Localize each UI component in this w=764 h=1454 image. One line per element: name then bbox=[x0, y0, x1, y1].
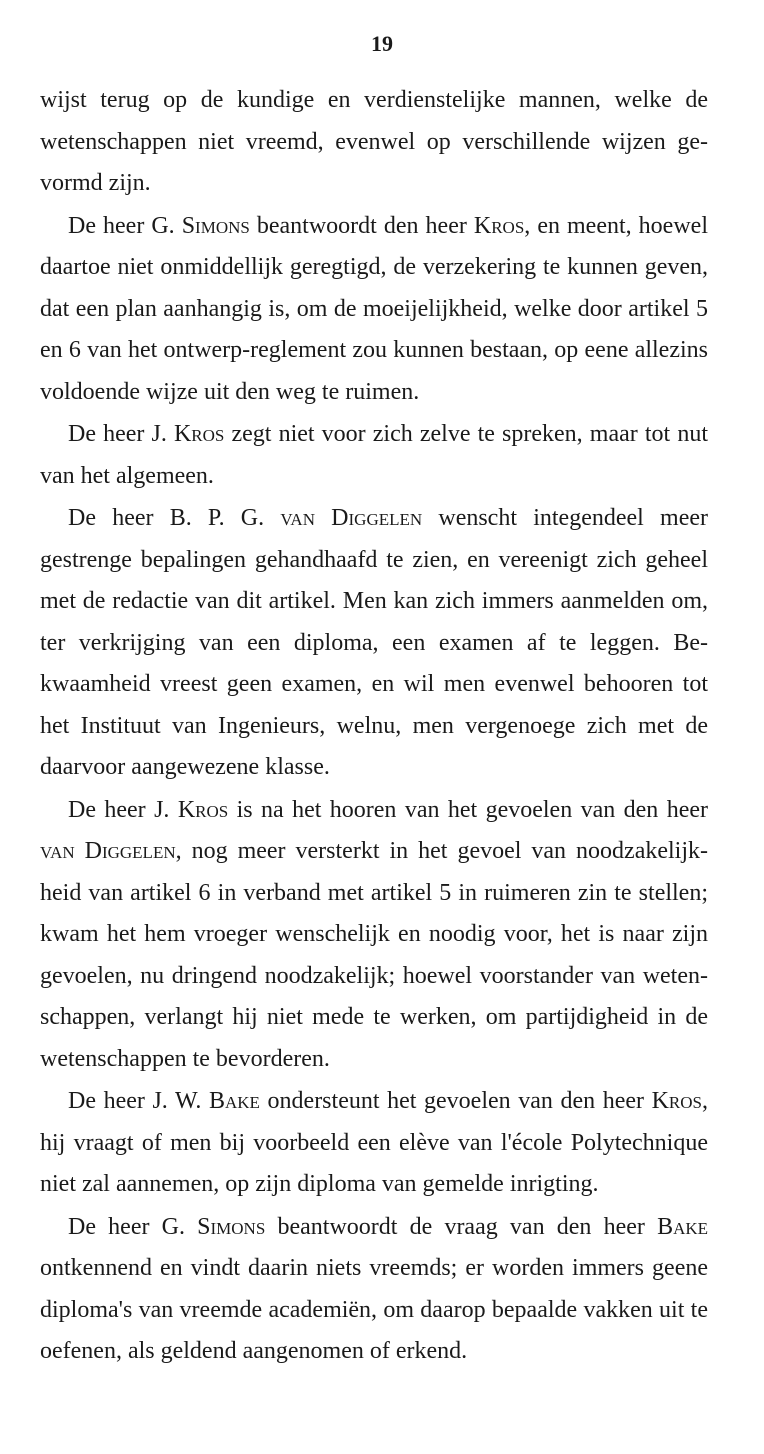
paragraph-text: , hij vraagt of men bij voorbeeld een elève van l'école Polytechnique niet zal aannemen, op zijn diploma van gemelde inrigting. bbox=[40, 1088, 708, 1197]
speaker-name: van Diggelen bbox=[40, 838, 176, 864]
speaker-name: Kros bbox=[177, 796, 229, 823]
speaker-name: van Diggelen bbox=[280, 505, 423, 531]
speaker-name: Kros bbox=[473, 212, 525, 239]
paragraph-text: , nog meer versterkt in het gevoel van noodzakelijk-heid van artikel 6 in verband met artikel 5 in ruimeren zin te stellen; kwam het hem vroeger wenschelijk en noodig voor, het is naar zijn gevoelen, nu dringend noodzakelijk; hoewel voorstander van weten-schappen, verlangt hij niet mede te werken, om partijdigheid in de wetenschappen te bevorderen. bbox=[40, 838, 708, 1072]
paragraph-text: ontkennend en vindt daarin niets vreemds; er worden immers geene diploma's van vreemde academiën, om daarop bepaalde vakken uit te oefenen, als geldend aangenomen of erkend. bbox=[40, 1255, 708, 1364]
paragraph-text: beantwoordt de vraag van den heer bbox=[265, 1213, 658, 1240]
paragraph-text: wijst terug op de kundige en verdienstelijke mannen, welke de wetenschappen niet vreemd, evenwel op verschillende wijzen ge-vormd zijn. bbox=[40, 87, 708, 196]
paragraph-text: is na het hooren van het gevoelen van den heer bbox=[228, 796, 708, 823]
paragraph bbox=[40, 498, 708, 789]
paragraph bbox=[40, 414, 708, 497]
paragraph-text: ondersteunt het gevoelen van den heer bbox=[259, 1088, 652, 1114]
paragraph-text: De heer J. W. bbox=[68, 1088, 209, 1114]
paragraph-text: wenscht integendeel meer gestrenge bepalingen gehandhaafd te zien, en vereenigt zich geheel met de redactie van dit artikel. Men kan zich immers aanmelden om, ter verkrijging van een diploma, een examen af te leggen. Be-kwaamheid vreest geen examen, en wil men evenwel behooren tot het Instituut van Ingenieurs, welnu, men vergenoege zich met de daarvoor aangewezene klasse. bbox=[40, 505, 708, 780]
speaker-name: Kros bbox=[651, 1088, 702, 1114]
paragraph-text: De heer B. P. G. bbox=[68, 505, 281, 531]
paragraph bbox=[40, 1081, 708, 1206]
page-number: 19 bbox=[371, 31, 393, 56]
paragraph-text: , en meent, hoewel daartoe niet onmiddellijk geregtigd, de verzekering te kunnen geven, dat een plan aanhangig is, om de moeijelijkheid, welke door artikel 5 en 6 van het ontwerp-reglement zou kunnen bestaan, op eene allezins voldoende wijze uit den weg te ruimen. bbox=[40, 212, 708, 405]
paragraph-text: De heer J. bbox=[68, 421, 174, 447]
paragraph bbox=[40, 1207, 708, 1373]
paragraph-text: De heer G. bbox=[68, 1213, 198, 1240]
paragraph bbox=[40, 206, 708, 414]
paragraph bbox=[40, 80, 708, 205]
speaker-name: Simons bbox=[181, 212, 250, 239]
paragraph-text: De heer J. bbox=[68, 796, 178, 823]
speaker-name: Kros bbox=[173, 421, 225, 447]
speaker-name: Bake bbox=[209, 1088, 260, 1114]
speaker-name: Bake bbox=[657, 1213, 709, 1240]
body-text bbox=[40, 80, 708, 1374]
paragraph-text: De heer G. bbox=[68, 212, 182, 239]
speaker-name: Simons bbox=[197, 1213, 266, 1240]
paragraph-text: beantwoordt den heer bbox=[249, 212, 474, 239]
paragraph-text: zegt niet voor zich zelve te spreken, maar tot nut van het algemeen. bbox=[40, 421, 708, 489]
paragraph bbox=[40, 790, 708, 1081]
